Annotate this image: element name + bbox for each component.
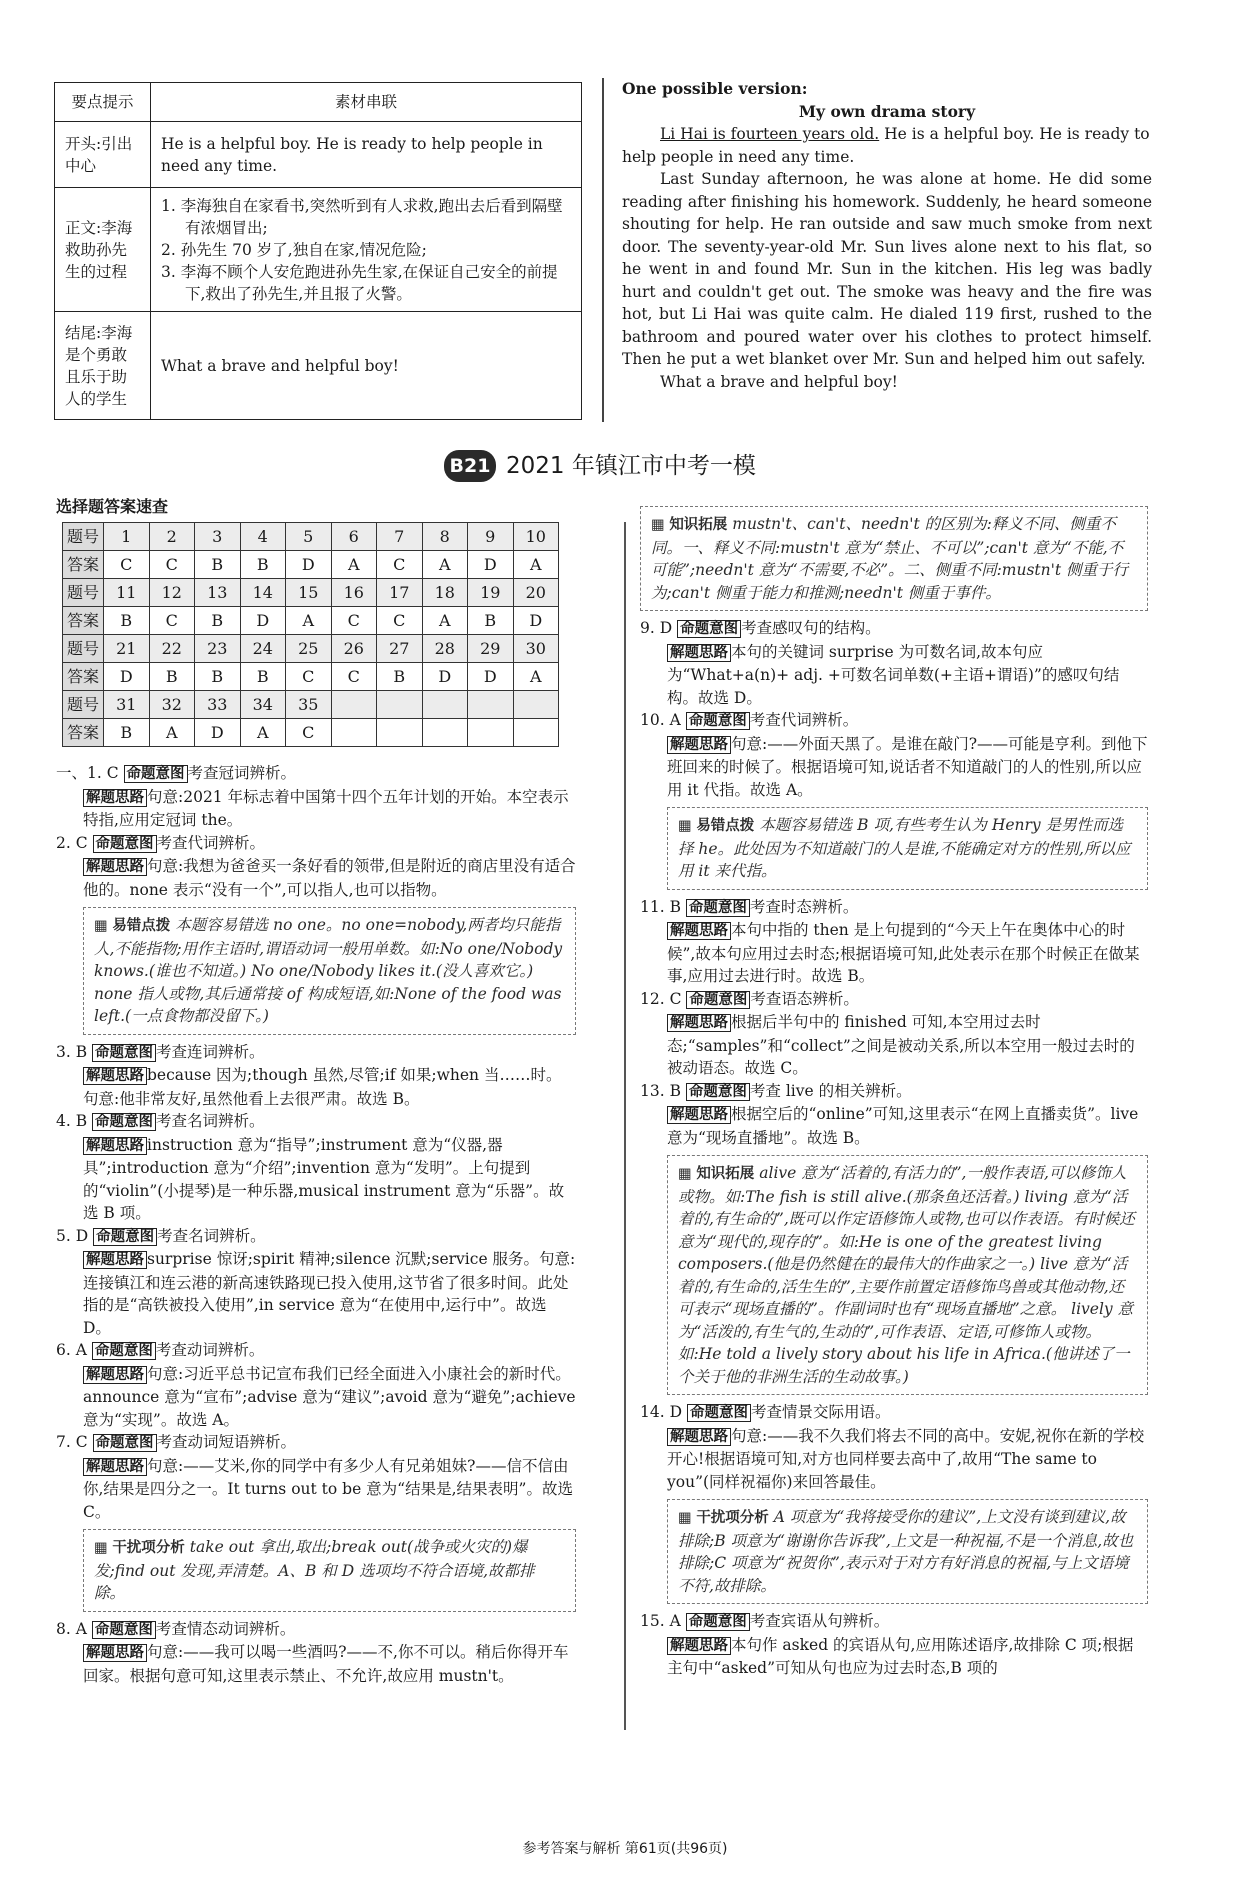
grid-question-number: 8	[422, 523, 468, 551]
grid-question-number: 11	[104, 579, 150, 607]
item-thinking: 句意:我想为爸爸买一条好看的领带,但是附近的商店里没有适合他的。none 表示“没有一个”,可以指人,也可以指物。	[83, 857, 576, 899]
tip-box	[83, 1529, 576, 1612]
grid-number-row	[63, 635, 559, 663]
grid-answer: A	[422, 607, 468, 635]
item-number: 10. A	[640, 711, 681, 729]
answer-item	[56, 1225, 576, 1340]
thinking-tag: 解题思路	[83, 789, 147, 807]
thinking-tag: 解题思路	[83, 1137, 147, 1155]
thinking-tag: 解题思路	[667, 1428, 731, 1446]
grid-question-number: 10	[513, 523, 559, 551]
item-intent: 考查情态动词辨析。	[155, 1619, 296, 1638]
box-text: 本题容易错选 no one。no one=nobody,两者均只能指人,不能指物;用作主语时,谓语动词一般用单数。如:No one/Nobody knows.(谁也不知道。) No one/Nobody likes it.(没人喜欢它。) none 指人或物,其后通常接 of 构成短语,如:None of the food was left.(一点食物都没留下。)	[94, 916, 563, 1025]
section-title: 2021 年镇江市中考一模	[506, 453, 756, 479]
thinking-tag: 解题思路	[667, 1106, 731, 1124]
answer-item	[56, 1431, 576, 1612]
intent-tag: 命题意图	[687, 1404, 751, 1422]
answer-item	[640, 1401, 1148, 1604]
grid-question-number: 35	[286, 691, 332, 719]
item-number: 一、1. C	[56, 764, 119, 782]
outline-material: He is a helpful boy. He is ready to help people in need any time.	[151, 122, 582, 188]
knowledge-box	[640, 506, 1148, 611]
intent-tag: 命题意图	[93, 1228, 157, 1246]
intent-tag: 命题意图	[92, 1113, 156, 1131]
item-number: 4. B	[56, 1112, 88, 1130]
grid-answer: A	[422, 551, 468, 579]
thinking-tag: 解题思路	[667, 922, 731, 940]
grid-answer: B	[377, 663, 423, 691]
section-badge: B21	[444, 450, 496, 482]
grid-question-number: 14	[240, 579, 286, 607]
grid-row-label: 题号	[63, 523, 104, 551]
grid-question-number: 15	[286, 579, 332, 607]
essay-paragraph: Last Sunday afternoon, he was alone at home. He did some reading after finishing his homework. Suddenly, he heard someone shouting for help. He ran outside and saw much smoke from next door. The seventy-year-old Mr. Sun lives alone next to his flat, so he went in and found Mr. Sun in the kitchen. His leg was badly hurt and couldn't get out. The smoke was heavy and the fire was hot, but Li Hai was quite calm. He dialed 119 first, rushed to the bathroom and poured water over his clothes to protect himself. Then he put a wet blanket over Mr. Sun and helped him out safely.	[622, 170, 1152, 368]
grid-answer: B	[240, 663, 286, 691]
item-number: 15. A	[640, 1612, 681, 1630]
column-divider	[624, 522, 626, 1730]
item-intent: 考查语态辨析。	[750, 989, 859, 1008]
grid-row-label: 答案	[63, 663, 104, 691]
item-number: 2. C	[56, 833, 88, 852]
grid-question-number	[422, 691, 468, 719]
grid-question-number: 2	[149, 523, 195, 551]
grid-question-number: 33	[195, 691, 241, 719]
item-thinking: 根据空后的“online”可知,这里表示“在网上直播卖货”。live 意为“现场直播地”。故选 B。	[667, 1105, 1139, 1147]
item-number: 12. C	[640, 989, 682, 1008]
grid-question-number: 9	[468, 523, 514, 551]
thinking-tag: 解题思路	[667, 644, 731, 662]
answer-item	[640, 1080, 1148, 1396]
grid-answer: C	[286, 719, 332, 747]
outline-header-material: 素材串联	[151, 83, 582, 122]
grid-row-label: 题号	[63, 635, 104, 663]
item-number: 7. C	[56, 1433, 88, 1451]
outline-table	[54, 82, 582, 420]
grid-answer: D	[286, 551, 332, 579]
grid-answer: B	[195, 607, 241, 635]
item-thinking: 句意:——我不久我们将去不同的高中。安妮,祝你在新的学校开心!根据语境可知,对方也同样要去高中了,故用“The same to you”(同样祝福你)来回答最佳。	[667, 1426, 1145, 1491]
item-intent: 考查连词辨析。	[156, 1042, 265, 1061]
grid-number-row	[63, 691, 559, 719]
grid-question-number: 17	[377, 579, 423, 607]
item-number: 5. D	[56, 1226, 89, 1245]
grid-answer: B	[149, 663, 195, 691]
grid-question-number: 22	[149, 635, 195, 663]
answer-item	[56, 1110, 576, 1225]
grid-row-label: 答案	[63, 719, 104, 747]
item-number: 3. B	[56, 1042, 88, 1061]
box-text: take out 拿出,取出;break out(战争或火灾的)爆发;find out 发现,弄清楚。A、B 和 D 选项均不符合语境,故都排除。	[94, 1538, 535, 1602]
item-thinking: 句意:——外面天黑了。是谁在敲门?——可能是亨利。到他下班回来的时候了。根据语境可知,说话者不知道敲门的人的性别,所以应用 it 代指。故选 A。	[667, 734, 1148, 799]
intent-tag: 命题意图	[686, 991, 750, 1009]
grid-question-number: 13	[195, 579, 241, 607]
grid-answer-row	[63, 719, 559, 747]
box-text: alive 意为“活着的,有活力的”,一般作表语,可以修饰人或物。如:The fish is still alive.(那条鱼还活着。) living 意为“活着的,有生命的”,既可以作定语修饰人或物,也可以作表语。有时候还意为“现代的,现存的”。如:He is one of the greatest living composers.(他是仍然健在的最伟大的作曲家之一。) live 意为“活着的,有生命的,活生生的”,主要作前置定语修饰鸟兽或其他动物,还可表示“现场直播的”。作副词时也有“现场直播地”之意。 lively 意为“活泼的,有生气的,生动的”,可作表语、定语,可修饰人或物。如:He told a lively story about his life in Africa.(他讲述了一个关于他的非洲生活的生动故事。)	[678, 1164, 1135, 1386]
grid-answer	[513, 719, 559, 747]
thinking-tag: 解题思路	[667, 1014, 731, 1032]
thinking-tag: 解题思路	[83, 1366, 147, 1384]
grid-question-number: 30	[513, 635, 559, 663]
item-thinking: because 因为;though 虽然,尽管;if 如果;when 当……时。句意:他非常友好,虽然他看上去很严肃。故选 B。	[83, 1066, 562, 1108]
item-thinking: surprise 惊讶;spirit 精神;silence 沉默;service 服务。句意:连接镇江和连云港的新高速铁路现已投入使用,这节省了很多时间。此处指的是“高铁被投入使用”,in service 意为“在使用中,运行中”。故选 D。	[83, 1250, 576, 1337]
answer-item	[640, 617, 1148, 709]
grid-question-number: 6	[331, 523, 377, 551]
grid-answer: D	[195, 719, 241, 747]
box-label: ▦ 干扰项分析	[94, 1540, 185, 1556]
thinking-tag: 解题思路	[83, 1251, 147, 1269]
outline-material-item: 1. 李海独自在家看书,突然听到有人求救,跑出去后看到隔壁有浓烟冒出;	[161, 196, 563, 237]
grid-question-number: 19	[468, 579, 514, 607]
tip-box	[667, 1499, 1148, 1604]
grid-question-number: 4	[240, 523, 286, 551]
item-intent: 考查名词辨析。	[157, 1226, 266, 1245]
essay-title: My own drama story	[798, 101, 976, 121]
item-number: 11. B	[640, 897, 681, 916]
answer-grid-title: 选择题答案速查	[56, 497, 169, 516]
item-thinking: 本句的关键词 surprise 为可数名词,故本句应为“What+a(n)+ adj. +可数名词单数(+主语+谓语)”的感叹句结构。故选 D。	[667, 642, 1120, 707]
item-intent: 考查宾语从句辨析。	[749, 1612, 890, 1630]
grid-row-label: 答案	[63, 607, 104, 635]
answer-item	[640, 896, 1148, 988]
answer-item	[56, 832, 576, 1035]
grid-question-number: 20	[513, 579, 559, 607]
grid-question-number: 28	[422, 635, 468, 663]
grid-answer	[377, 719, 423, 747]
outline-material: What a brave and helpful boy!	[151, 312, 582, 420]
thinking-tag: 解题思路	[83, 1458, 147, 1476]
box-label: ▦ 知识拓展	[651, 517, 727, 533]
grid-answer	[422, 719, 468, 747]
answer-item	[640, 1610, 1148, 1680]
grid-answer: D	[468, 663, 514, 691]
item-intent: 考查情景交际用语。	[750, 1403, 891, 1421]
box-label: ▦ 易错点拨	[678, 818, 754, 834]
intent-tag: 命题意图	[92, 1621, 156, 1639]
intent-tag: 命题意图	[92, 1342, 156, 1360]
essay-paragraph: What a brave and helpful boy!	[660, 372, 898, 391]
grid-answer: A	[513, 663, 559, 691]
grid-answer: C	[149, 551, 195, 579]
essay-label: One possible version:	[622, 79, 808, 98]
outline-point: 正文:李海救助孙先生的过程	[55, 188, 151, 312]
item-thinking: 本句作 asked 的宾语从句,应用陈述语序,故排除 C 项;根据主句中“asked”可知从句也应为过去时态,B 项的	[667, 1635, 1134, 1677]
intent-tag: 命题意图	[686, 712, 750, 730]
page-footer: 参考答案与解析 第61页(共96页)	[522, 1841, 728, 1857]
box-text: A 项意为“我将接受你的建议”,上文没有谈到建议,故排除;B 项意为“谢谢你告诉我”,上文是一种祝福,不是一个消息,故也排除;C 项意为“祝贺你”,表示对于对方有好消息的祝福,与上文语境不符,故排除。	[678, 1508, 1134, 1595]
grid-answer: B	[104, 607, 150, 635]
item-thinking: 本句中指的 then 是上句提到的“今天上午在奥体中心的时候”,故本句应用过去时态;根据语境可知,此处表示在那个时候正在做某事,应用过去进行时。故选 B。	[667, 921, 1140, 985]
intent-tag: 命题意图	[124, 765, 188, 783]
answer-item	[56, 762, 576, 832]
answer-item	[640, 988, 1148, 1080]
item-intent: 考查 live 的相关辨析。	[749, 1081, 912, 1100]
model-essay	[622, 78, 1152, 393]
answer-item	[56, 1041, 576, 1111]
item-intent: 考查动词短语辨析。	[156, 1433, 297, 1451]
item-intent: 考查代词辨析。	[156, 833, 266, 852]
grid-question-number: 16	[331, 579, 377, 607]
intent-tag: 命题意图	[93, 1434, 157, 1452]
grid-answer: A	[149, 719, 195, 747]
item-intent: 考查感叹句的结构。	[741, 619, 881, 637]
outline-material-item: 2. 孙先生 70 岁了,独自在家,情况危险;	[161, 240, 427, 259]
thinking-tag: 解题思路	[83, 1644, 147, 1662]
grid-question-number: 27	[377, 635, 423, 663]
answer-item	[56, 1618, 576, 1688]
grid-question-number: 21	[104, 635, 150, 663]
left-answer-column	[56, 762, 576, 1687]
grid-number-row	[63, 579, 559, 607]
grid-answer: B	[195, 551, 241, 579]
grid-question-number: 12	[149, 579, 195, 607]
answer-item	[640, 709, 1148, 890]
grid-answer: A	[240, 719, 286, 747]
grid-question-number: 32	[149, 691, 195, 719]
item-thinking: 根据后半句中的 finished 可知,本空用过去时态;“samples”和“collect”之间是被动关系,所以本空用一般过去时的被动语态。故选 C。	[667, 1013, 1135, 1077]
outline-point: 结尾:李海是个勇敢且乐于助人的学生	[55, 312, 151, 420]
item-thinking: 句意:——艾米,你的同学中有多少人有兄弟姐妹?——信不信由你,结果是四分之一。It turns out to be 意为“结果是,结果表明”。故选 C。	[83, 1456, 573, 1521]
box-text: 本题容易错选 B 项,有些考生认为 Henry 是男性而选择 he。此处因为不知道敲门的人是谁,不能确定对方的性别,所以应用 it 来代指。	[678, 816, 1131, 880]
grid-answer: C	[104, 551, 150, 579]
item-thinking: instruction 意为“指导”;instrument 意为“仪器,器具”;introduction 意为“介绍”;invention 意为“发明”。上句提到的“violin”(小提琴)是一种乐器,musical instrument 意为“乐器”。故选 B 项。	[83, 1135, 565, 1222]
thinking-tag: 解题思路	[83, 1067, 147, 1085]
grid-question-number: 3	[195, 523, 241, 551]
grid-question-number	[468, 691, 514, 719]
grid-answer: B	[240, 551, 286, 579]
item-number: 13. B	[640, 1081, 681, 1100]
grid-question-number: 25	[286, 635, 332, 663]
grid-question-number: 18	[422, 579, 468, 607]
grid-answer: A	[286, 607, 332, 635]
item-intent: 考查名词辨析。	[156, 1112, 265, 1130]
tip-box	[667, 1155, 1148, 1395]
answer-grid	[62, 522, 559, 747]
thinking-tag: 解题思路	[667, 736, 731, 754]
grid-answer-row	[63, 663, 559, 691]
tip-box	[667, 807, 1148, 890]
thinking-tag: 解题思路	[83, 858, 147, 876]
item-intent: 考查动词辨析。	[155, 1341, 265, 1359]
grid-answer: A	[331, 551, 377, 579]
grid-answer	[331, 719, 377, 747]
grid-answer: B	[104, 719, 150, 747]
grid-question-number	[513, 691, 559, 719]
grid-question-number: 34	[240, 691, 286, 719]
grid-answer: C	[331, 607, 377, 635]
item-thinking: 句意:——我可以喝一些酒吗?——不,你不可以。稍后你得开车回家。根据句意可知,这里表示禁止、不允许,故应用 mustn't。	[83, 1643, 569, 1685]
grid-answer: B	[195, 663, 241, 691]
grid-answer	[468, 719, 514, 747]
grid-row-label: 题号	[63, 691, 104, 719]
grid-answer: D	[513, 607, 559, 635]
grid-answer: D	[422, 663, 468, 691]
grid-question-number: 1	[104, 523, 150, 551]
grid-answer: D	[104, 663, 150, 691]
grid-question-number: 29	[468, 635, 514, 663]
item-number: 8. A	[56, 1619, 87, 1638]
item-thinking: 句意:习近平总书记宣布我们已经全面进入小康社会的新时代。announce 意为“宣布”;advise 意为“建议”;avoid 意为“避免”;achieve 意为“实现”。故选 A。	[83, 1364, 576, 1429]
grid-question-number: 24	[240, 635, 286, 663]
outline-point: 开头:引出中心	[55, 122, 151, 188]
grid-row-label: 答案	[63, 551, 104, 579]
item-number: 6. A	[56, 1341, 87, 1359]
column-divider	[602, 78, 604, 422]
intent-tag: 命题意图	[93, 835, 157, 853]
intent-tag: 命题意图	[686, 1613, 750, 1631]
grid-answer: C	[149, 607, 195, 635]
grid-answer-row	[63, 551, 559, 579]
outline-header-point: 要点提示	[55, 83, 151, 122]
item-number: 14. D	[640, 1403, 683, 1421]
intent-tag: 命题意图	[92, 1044, 156, 1062]
grid-answer: C	[377, 551, 423, 579]
grid-answer: D	[240, 607, 286, 635]
grid-answer: C	[331, 663, 377, 691]
box-label: ▦ 知识拓展	[678, 1166, 754, 1182]
right-answer-column	[640, 500, 1148, 1680]
grid-question-number	[377, 691, 423, 719]
item-intent: 考查代词辨析。	[749, 711, 859, 729]
grid-answer: C	[377, 607, 423, 635]
box-label: ▦ 干扰项分析	[678, 1510, 769, 1526]
grid-number-row	[63, 523, 559, 551]
essay-first-sentence: Li Hai is fourteen years old.	[660, 125, 880, 143]
item-number: 9. D	[640, 619, 673, 637]
grid-answer: A	[513, 551, 559, 579]
intent-tag: 命题意图	[677, 620, 741, 638]
grid-question-number: 7	[377, 523, 423, 551]
grid-answer: B	[468, 607, 514, 635]
tip-box	[83, 907, 576, 1035]
box-label: ▦ 易错点拨	[94, 918, 170, 934]
grid-answer-row	[63, 607, 559, 635]
intent-tag: 命题意图	[686, 899, 750, 917]
grid-question-number: 5	[286, 523, 332, 551]
intent-tag: 命题意图	[686, 1083, 750, 1101]
grid-question-number: 31	[104, 691, 150, 719]
grid-answer: C	[286, 663, 332, 691]
item-intent: 考查时态辨析。	[749, 897, 859, 916]
box-text: mustn't、can't、needn't 的区别为:释义不同、侧重不同。一、释义不同:mustn't 意为“禁止、不可以”;can't 意为“不能,不可能”;needn't 意为“不需要,不必”。二、侧重不同:mustn't 侧重于行为;can't 侧重于能力和推测;needn't 侧重于事件。	[651, 515, 1129, 602]
item-intent: 考查冠词辨析。	[187, 764, 297, 782]
outline-material-item: 3. 李海不顾个人安危跑进孙先生家,在保证自己安全的前提下,救出了孙先生,并且报了火警。	[161, 262, 558, 303]
thinking-tag: 解题思路	[667, 1637, 731, 1655]
grid-row-label: 题号	[63, 579, 104, 607]
grid-question-number	[331, 691, 377, 719]
item-thinking: 句意:2021 年标志着中国第十四个五年计划的开始。本空表示特指,应用定冠词 the。	[83, 787, 569, 829]
grid-question-number: 23	[195, 635, 241, 663]
grid-answer: D	[468, 551, 514, 579]
answer-item	[56, 1339, 576, 1431]
grid-question-number: 26	[331, 635, 377, 663]
essay-paragraph: He is a helpful boy. He is ready to help people in need any time.	[622, 125, 1150, 166]
